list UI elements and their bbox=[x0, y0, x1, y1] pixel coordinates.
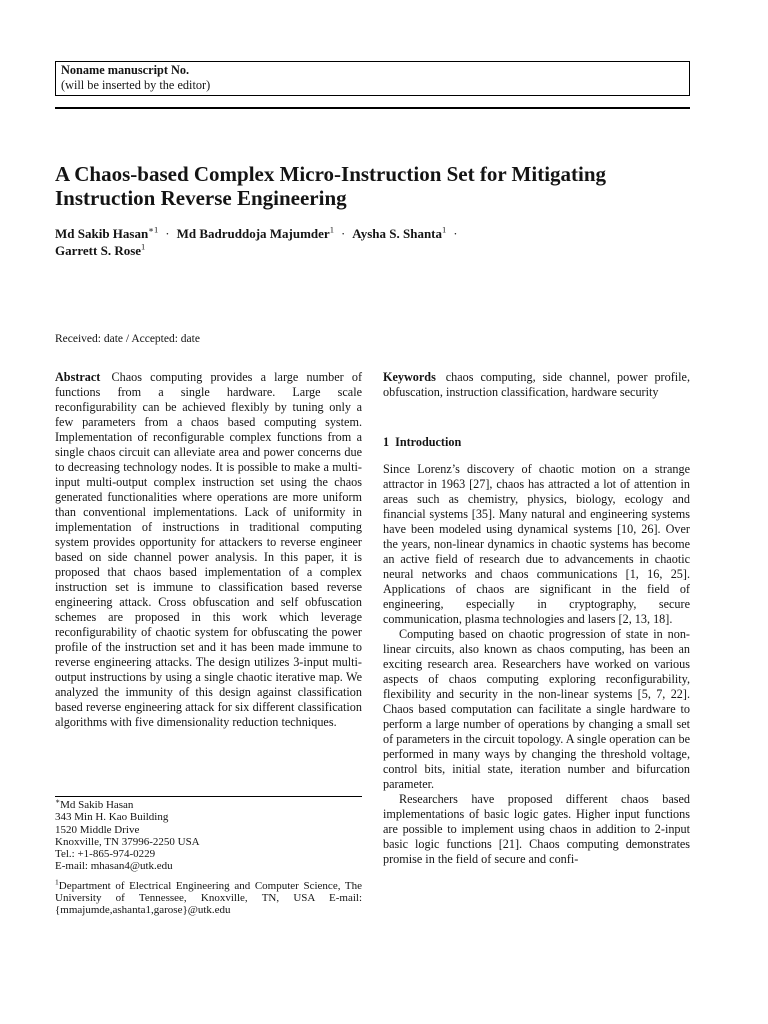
section-title: Introduction bbox=[395, 435, 462, 449]
author-name: Aysha S. Shanta bbox=[352, 226, 443, 241]
author-affiliation-mark: ∗1 bbox=[148, 224, 159, 235]
affiliation-footnote bbox=[55, 877, 362, 917]
author-affiliation-mark: 1 bbox=[329, 224, 334, 235]
footnote-line: E-mail: mhasan4@utk.edu bbox=[55, 860, 173, 873]
author-separator: · bbox=[165, 226, 170, 241]
author-affiliation-mark: 1 bbox=[141, 241, 146, 252]
author-affiliation-mark: 1 bbox=[442, 224, 447, 235]
abstract-label: Abstract bbox=[55, 370, 101, 384]
paragraph: Computing based on chaotic progression of state in non-linear circuits, also known as chaos computing, has been an exciting research area. Researchers have worked on various aspects of chaos computing exploring reconfigurability, flexibility and security in the non-linear systems [5, 7, 22]. Chaos based computation can facilitate a single hardware to perform a large number of operations by changing a small set of parameters in the circuit topology. A single operation can be performed in many ways by changing the threshold voltage, control bits, initial state, iteration number and bifurcation parameter. bbox=[383, 627, 690, 791]
paragraph: Researchers have proposed different chaos based implementations of basic logic gates. Higher input functions are possible to implement using chaos in addition to 2-input basic logic functions [21]. Chaos computing demonstrates promise in the field of secure and confi- bbox=[383, 792, 690, 866]
footnote-mark: ∗ bbox=[55, 796, 61, 806]
header-rule bbox=[55, 107, 690, 109]
author-list bbox=[55, 226, 695, 259]
footnote-mark: 1 bbox=[55, 877, 59, 887]
section-heading bbox=[383, 435, 690, 450]
author-name: Md Sakib Hasan bbox=[55, 226, 149, 241]
right-column bbox=[383, 370, 690, 867]
author-separator: · bbox=[340, 226, 346, 241]
footnote-line: 1520 Middle Drive bbox=[55, 823, 140, 836]
paper-title bbox=[55, 162, 705, 210]
editor-note: (will be inserted by the editor) bbox=[61, 77, 211, 92]
footnote-author-name: Md Sakib Hasan bbox=[60, 799, 134, 811]
abstract-text: Chaos computing provides a large number of functions from a single hardware. Large scale reconfigurability can be achieved flexibly by tuning only a few parameters from a chaos based computing system. Implementation of reconfigurable complex functions from a single chaos circuit can alleviate area and power concerns due to decreasing technology nodes. It is possible to make a multi-input multi-output complex instruction set using the chaos generated functionalities where operations are more uniform than conventional implementations. Lack of uniformity in implementation of instructions in traditional computing system provides opportunity for attackers to reverse engineer based on side channel power analysis. In this paper, it is proposed that chaos based implementation of a complex instruction set is immune to classification based reverse engineering attack. Cross obfuscation and self obfuscation schemes are proposed in this work which leverage reconfigurability of chaotic system for obfuscating the power profile of the instruction set and it has been made immune to reverse engineering attacks. The design utilizes 3-input multi-output instructions by using a single chaotic iterative map. We analyzed the immunity of this design against classification based reverse engineering attack for six different classification algorithms with five dimensionality reduction techniques. bbox=[55, 370, 363, 729]
introduction-body bbox=[383, 462, 690, 867]
abstract bbox=[55, 370, 362, 730]
paragraph: Since Lorenz’s discovery of chaotic motion on a strange attractor in 1963 [27], chaos has attracted a lot of attention in areas such as chemistry, physics, biology, ecology and financial systems [35]. Many natural and engineering systems have been modeled using dynamical systems [10, 26]. Over the years, non-linear dynamics in chaotic systems has become an active field of research due to advancements in chaotic neural networks and chaos communications [1, 16, 25]. Applications of chaos are significant in the field of engineering, especially in cryptography, secure communication, plasma technologies and lasers [2, 13, 18]. bbox=[383, 462, 690, 626]
footnote-line: Knoxville, TN 37996-2250 USA bbox=[55, 835, 200, 848]
section-number: 1 bbox=[383, 435, 390, 449]
footnote-line: Tel.: +1-865-974-0229 bbox=[55, 848, 156, 861]
affiliation-text: Department of Electrical Engineering and Computer Science, The University of Tennessee, Knoxville, TN, USA E-mail: {mmajumde,ashanta1,garose}@utk.edu bbox=[55, 879, 362, 917]
author-name: Md Badruddoja Majumder bbox=[176, 226, 330, 241]
left-column bbox=[55, 370, 362, 730]
manuscript-header-box bbox=[55, 61, 690, 96]
manuscript-number-label: Noname manuscript No. bbox=[61, 63, 190, 77]
keywords-label: Keywords bbox=[383, 370, 436, 384]
footnotes bbox=[55, 796, 362, 917]
keywords-text: chaos computing, side channel, power profile, obfuscation, instruction classification, hardware security bbox=[383, 370, 690, 399]
footnote-rule bbox=[55, 796, 362, 797]
author-name: Garrett S. Rose bbox=[55, 242, 142, 258]
author-separator: · bbox=[453, 226, 458, 241]
footnote-line bbox=[55, 796, 362, 811]
title-line: A Chaos-based Complex Micro-Instruction Set for Mitigating bbox=[55, 162, 607, 186]
footnote-line: 343 Min H. Kao Building bbox=[55, 811, 169, 824]
title-line: Instruction Reverse Engineering bbox=[55, 186, 347, 210]
corresponding-author-footnote bbox=[55, 796, 362, 873]
received-accepted-dates: Received: date / Accepted: date bbox=[55, 333, 200, 345]
keywords bbox=[383, 370, 690, 400]
